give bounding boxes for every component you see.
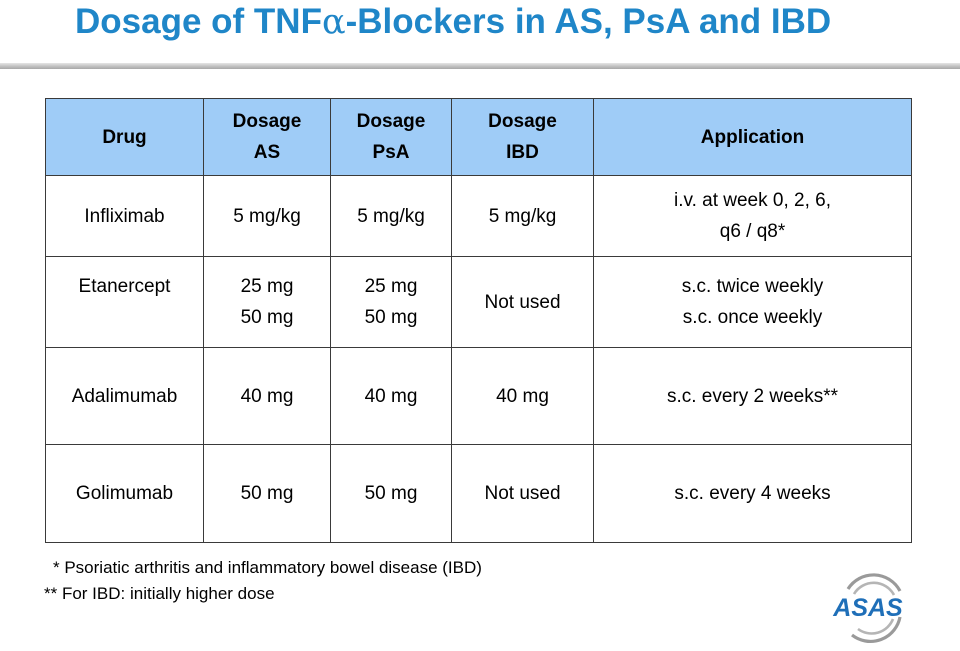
cell-dosage-as: 40 mg	[204, 348, 331, 445]
footnote-1: * Psoriatic arthritis and inflammatory bowel disease (IBD)	[53, 558, 482, 577]
cell-dosage-as: 5 mg/kg	[204, 176, 331, 257]
cell-dosage-psa: 40 mg	[331, 348, 452, 445]
title-suffix: -Blockers in AS, PsA and IBD	[345, 2, 832, 41]
cell-dosage-psa: 25 mg 50 mg	[331, 257, 452, 348]
footnotes	[44, 555, 482, 607]
cell-dosage-as: 25 mg 50 mg	[204, 257, 331, 348]
table-row	[46, 348, 912, 445]
cell-dosage-psa: 5 mg/kg	[331, 176, 452, 257]
cell-dosage-ibd: Not used	[452, 257, 594, 348]
table-row	[46, 176, 912, 257]
cell-application: s.c. every 4 weeks	[594, 445, 912, 543]
cell-dosage-ibd: 5 mg/kg	[452, 176, 594, 257]
cell-dosage-psa: 50 mg	[331, 445, 452, 543]
cell-dosage-ibd: 40 mg	[452, 348, 594, 445]
cell-application: s.c. every 2 weeks**	[594, 348, 912, 445]
asas-logo	[822, 565, 914, 647]
header-dosage-psa: Dosage PsA	[331, 99, 452, 176]
cell-dosage-as: 50 mg	[204, 445, 331, 543]
cell-drug: Adalimumab	[46, 348, 204, 445]
title-divider	[0, 63, 960, 69]
cell-application: s.c. twice weekly s.c. once weekly	[594, 257, 912, 348]
footnote-2: ** For IBD: initially higher dose	[44, 584, 275, 603]
cell-drug: Infliximab	[46, 176, 204, 257]
cell-dosage-ibd: Not used	[452, 445, 594, 543]
header-dosage-ibd: Dosage IBD	[452, 99, 594, 176]
title-prefix: Dosage of TNF	[75, 2, 322, 41]
logo-wordmark: ASAS	[833, 594, 903, 622]
header-row	[46, 99, 912, 176]
table-row	[46, 257, 912, 348]
cell-drug: Golimumab	[46, 445, 204, 543]
page-title	[75, 2, 831, 42]
header-application: Application	[594, 99, 912, 176]
dosage-table	[45, 98, 912, 543]
cell-application: i.v. at week 0, 2, 6, q6 / q8*	[594, 176, 912, 257]
header-dosage-as: Dosage AS	[204, 99, 331, 176]
title-alpha: α	[321, 2, 346, 42]
table-row	[46, 445, 912, 543]
cell-drug: Etanercept	[46, 257, 204, 348]
header-drug: Drug	[46, 99, 204, 176]
